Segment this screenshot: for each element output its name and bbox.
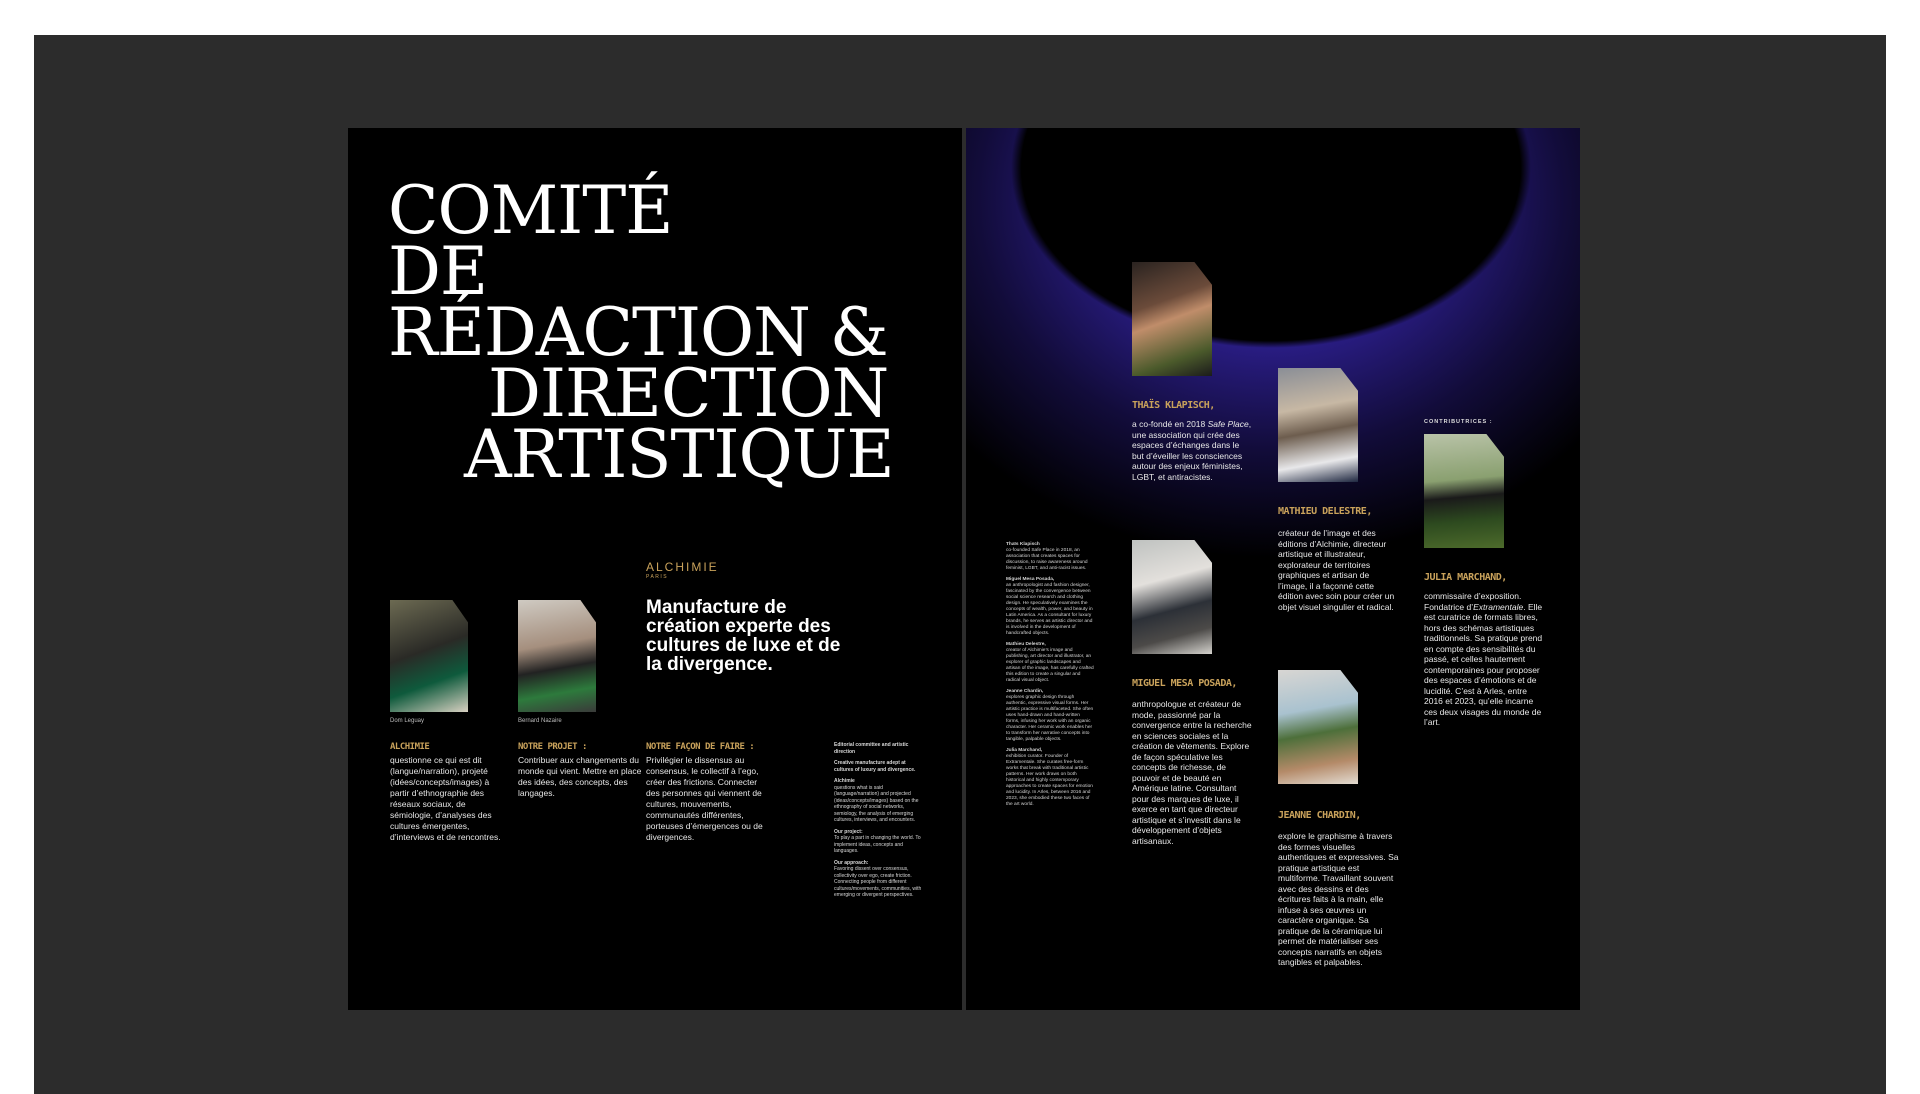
- column-facon: [646, 742, 766, 843]
- en-bold: Our approach:: [834, 859, 869, 866]
- title-line: COMITÉ: [388, 172, 673, 249]
- portrait-dom-leguay: [390, 600, 468, 712]
- person-name: MIGUEL MESA POSADA,: [1132, 678, 1237, 689]
- title-line: DIRECTION: [488, 355, 889, 432]
- column-projet: [518, 742, 643, 799]
- portrait-bernard-nazaire: [518, 600, 596, 712]
- person-name: THAÏS KLAPISCH,: [1132, 400, 1215, 411]
- bio-text: a co-fondé en 2018: [1132, 419, 1208, 429]
- person-bio: anthropologue et créateur de mode, passionné par la convergence entre la recherche en sciences sociales et la création de vêtements. Explore de façon spéculative les concepts de richesse, de pouvoir et de beauté en Amérique latine. Consultant pour des marques de luxe, il exerce en tant que directeur artistique et s’investit dans le développement d’objets artisanaux.: [1132, 699, 1252, 846]
- en-text: Favoring dissent over consensus, collectivity over ego, create friction. Connecting people from different cultures/movements, communities, with emerging or divergent perspectives.: [834, 866, 922, 898]
- column-text: Contribuer aux changements du monde qui vient. Mettre en place des idées, des concepts, des langages.: [518, 755, 642, 798]
- person-name: JULIA MARCHAND,: [1424, 572, 1507, 583]
- portrait-thais-klapisch: [1132, 262, 1212, 376]
- portrait-jeanne-chardin: [1278, 670, 1358, 784]
- en-text: exhibition curator. Founder of Extramentale. She curates free-form works that break with traditional artistic patterns. Her work draws on both historical and highly contemporary approaches to create spaces for emotion and lucidity. In Arles, between 2016 and 2023, she embodied these two faces of the art world.: [1006, 754, 1093, 807]
- bio-text: commissaire d’exposition. Fondatrice d’: [1424, 591, 1522, 612]
- person-name: MATHIEU DELESTRE,: [1278, 506, 1372, 517]
- en-text: questions what is said (language/narration) and projected (ideas/concepts/images) based on the ethnography of social networks, semiology, the analysis of emerging cultures, interviews, and encounters.: [834, 784, 919, 823]
- bio-text: . Elle est curatrice de formats libres, hors des schémas artistiques traditionnels. Sa pratique prend en compte des sensibilités du passé, et celles hautement contemporaines pour proposer des espaces d’émotions et de lucidité. C’est à Arles, entre 2016 et 2023, qu’elle incarne ces deux visages du monde de l’art.: [1424, 601, 1543, 727]
- right-page: [966, 128, 1580, 1010]
- en-bold: Creative manufacture adept at cultures of luxury and divergence.: [834, 760, 916, 773]
- portrait-miguel-mesa-posada: [1132, 540, 1212, 654]
- title-line: DE: [388, 233, 488, 310]
- en-bold: Alchimie: [834, 778, 855, 784]
- en-text: an anthropologist and fashion designer, fascinated by the convergence between social science research and clothing design. He speculatively examines the concepts of wealth, power, and beauty in Latin America. As a consultant for luxury brands, he serves as artistic director and is involved in the development of handcrafted objects.: [1006, 583, 1093, 636]
- portrait-julia-marchand: [1424, 434, 1504, 548]
- person-bio: créateur de l’image et des éditions d’Alchimie, directeur artistique et illustrateur, explorateur de territoires graphiques et artisan de l’image, il a façonné cette édition avec soin pour créer un objet visuel singulier et radical.: [1278, 528, 1395, 612]
- bio-italic: Safe Place: [1207, 419, 1249, 429]
- en-bold: Editorial committee and artistic direction: [834, 742, 909, 755]
- en-text: co-founded Safe Place in 2018, an association that creates spaces for discussion, to raise awareness around feminist, LGBT, and anti-racist issues.: [1006, 548, 1088, 571]
- photo-caption: Dom Leguay: [390, 718, 425, 724]
- page-title: [388, 172, 908, 493]
- english-translation-left: [834, 742, 924, 904]
- en-text: creator of Alchimie’s image and publishing, art director and illustrator, an explorer of graphic landscapes and artisan of the image, has carefully crafted this edition to create a singular and radical visual object.: [1006, 648, 1094, 683]
- column-heading: NOTRE PROJET :: [518, 742, 587, 752]
- bio-text: , une association qui crée des espaces d’échanges dans le but d’éveiller les consciences autour des enjeux féministes, LGBT, et antiracistes.: [1132, 419, 1252, 482]
- en-bold: Miguel Mesa Posada,: [1006, 577, 1055, 582]
- person-bio: [1132, 419, 1252, 482]
- column-heading: NOTRE FAÇON DE FAIRE :: [646, 742, 755, 752]
- en-text: To play a part in changing the world. To implement ideas, concepts and languages.: [834, 835, 921, 854]
- person-bio: explore le graphisme à travers des formes visuelles authentiques et expressives. Sa pratique artistique est multiforme. Travaillant souvent avec des dessins et des écritures faits à la main, elle infuse à ses œuvres un caractère organique. Sa pratique de la céramique lui permet de matérialiser ses concepts narratifs en objets tangibles et palpables.: [1278, 831, 1399, 967]
- en-bold: Jeanne Chardin,: [1006, 689, 1044, 694]
- en-bold: Julia Marchand,: [1006, 748, 1043, 753]
- photo-caption: Bernard Nazaire: [518, 718, 562, 724]
- magazine-spread: [348, 128, 1580, 1010]
- alchimie-logo: [646, 560, 726, 580]
- column-alchimie: [390, 742, 505, 843]
- contributors-label: CONTRIBUTRICES :: [1424, 419, 1493, 425]
- portrait-mathieu-delestre: [1278, 368, 1358, 482]
- english-translation-right: [1006, 542, 1094, 813]
- person-name: JEANNE CHARDIN,: [1278, 810, 1361, 821]
- manifesto: Manufacture de création experte des cultures de luxe et de la divergence.: [646, 597, 841, 675]
- en-bold: Our project:: [834, 828, 863, 835]
- column-heading: ALCHIMIE: [390, 742, 430, 752]
- person-bio: [1424, 591, 1544, 728]
- title-line: ARTISTIQUE: [464, 416, 894, 493]
- title-line: RÉDACTION &: [388, 294, 888, 371]
- left-page: [348, 128, 962, 1010]
- logo-name: ALCHIMIE: [646, 560, 719, 574]
- column-text: questionne ce qui est dit (langue/narration), projeté (idées/concepts/images) à partir d’ethnographie des réseaux sociaux, de sémiologie, d’analyses des cultures émergentes, d’interviews et de rencontres.: [390, 755, 501, 842]
- column-text: Privilégier le dissensus au consensus, le collectif à l’ego, créer des frictions. Connecter des personnes qui viennent de cultures, mouvements, communautés différentes, porteuses d’émergences ou de divergences.: [646, 755, 763, 842]
- en-bold: Mathieu Delestre,: [1006, 642, 1046, 647]
- logo-sub: PARIS: [646, 574, 669, 580]
- en-bold: Thaïs Klapisch: [1006, 542, 1040, 547]
- bio-italic: Extramentale: [1473, 601, 1524, 612]
- en-text: explores graphic design through authentic, expressive visual forms. Her artistic practice is multifaceted. She often uses hand-drawn and hand-written forms, infusing her work with an organic character. Her ceramic work enables her to transform her narrative concepts into tangible, palpable objects.: [1006, 695, 1094, 742]
